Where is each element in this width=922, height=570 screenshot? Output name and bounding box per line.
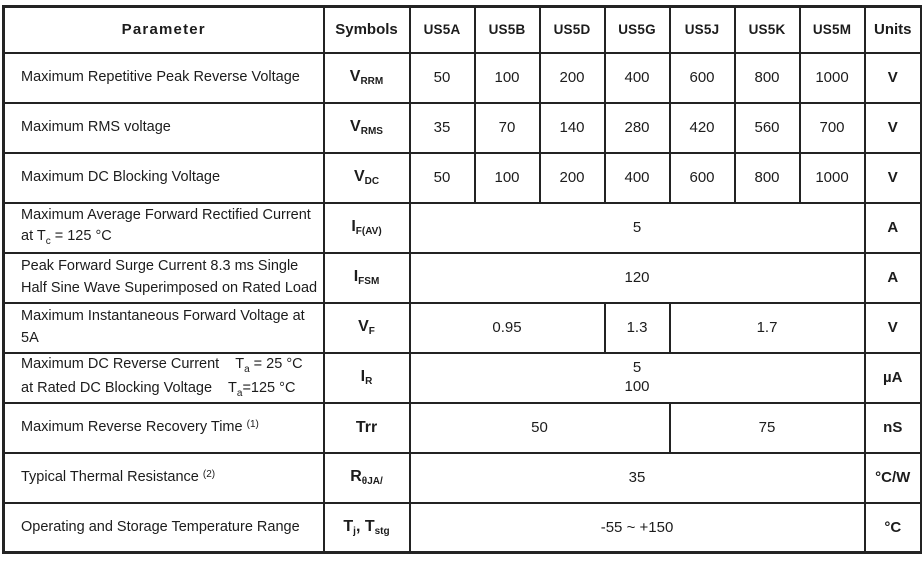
value-cell: 1.3 xyxy=(605,303,670,353)
value-cell: 560 xyxy=(735,103,800,153)
symbol-cell: $V_{DC}$ xyxy=(324,153,410,203)
header-row xyxy=(4,7,922,53)
value-cell: 1000 xyxy=(800,53,865,103)
unit-cell: °C xyxy=(865,503,922,553)
param-cell: Maximum RMS voltage xyxy=(4,103,324,153)
param-cell: Maximum Repetitive Peak Reverse Voltage xyxy=(4,53,324,103)
param-cell: Operating and Storage Temperature Range xyxy=(4,503,324,553)
header-parameter: Parameter xyxy=(4,7,324,53)
unit-cell: A xyxy=(865,203,922,253)
value-cell: -55 ~ +150 xyxy=(410,503,865,553)
value-cell: 700 xyxy=(800,103,865,153)
header-us5j: US5J xyxy=(670,7,735,53)
row-vdc xyxy=(4,153,922,203)
value-cell: 100 xyxy=(475,53,540,103)
value-cell: 1000 xyxy=(800,153,865,203)
param-cell: Typical Thermal Resistance $^{(2)}$ xyxy=(4,453,324,503)
row-trr xyxy=(4,403,922,453)
ratings-table xyxy=(2,5,922,554)
value-cell: 100 xyxy=(475,153,540,203)
row-ifav xyxy=(4,203,922,253)
row-rthja xyxy=(4,453,922,503)
unit-cell: V xyxy=(865,303,922,353)
unit-cell: V xyxy=(865,53,922,103)
unit-cell: °C/W xyxy=(865,453,922,503)
symbol-cell: $I_{FSM}$ xyxy=(324,253,410,303)
param-cell: Maximum DC Reverse Current $T_a = 25$ °C at Rated DC Blocking Voltage $T_a=125$ °C xyxy=(4,353,324,403)
header-us5d: US5D xyxy=(540,7,605,53)
unit-cell: V xyxy=(865,103,922,153)
row-vrrm xyxy=(4,53,922,103)
value-cell: 400 xyxy=(605,153,670,203)
param-cell: Maximum Instantaneous Forward Voltage at 5A xyxy=(4,303,324,353)
value-cell: 400 xyxy=(605,53,670,103)
value-cell: 800 xyxy=(735,153,800,203)
header-us5m: US5M xyxy=(800,7,865,53)
unit-cell: V xyxy=(865,153,922,203)
value-cell: 5 100 xyxy=(410,353,865,403)
value-cell: 50 xyxy=(410,153,475,203)
value-cell: 420 xyxy=(670,103,735,153)
value-cell: 140 xyxy=(540,103,605,153)
row-ir xyxy=(4,353,922,403)
symbol-cell: $T_j$, $T_{stg}$ xyxy=(324,503,410,553)
param-cell: Maximum Reverse Recovery Time $^{(1)}$ xyxy=(4,403,324,453)
symbol-cell: $I_R$ xyxy=(324,353,410,403)
value-cell: 120 xyxy=(410,253,865,303)
value-cell: 600 xyxy=(670,53,735,103)
row-tstg xyxy=(4,503,922,553)
row-vrms xyxy=(4,103,922,153)
value-cell: 50 xyxy=(410,53,475,103)
value-cell: 50 xyxy=(410,403,670,453)
row-vf xyxy=(4,303,922,353)
unit-cell: A xyxy=(865,253,922,303)
header-us5g: US5G xyxy=(605,7,670,53)
header-us5a: US5A xyxy=(410,7,475,53)
symbol-cell: $V_{RRM}$ xyxy=(324,53,410,103)
symbol-cell: $V_{RMS}$ xyxy=(324,103,410,153)
value-cell: 70 xyxy=(475,103,540,153)
param-cell: Peak Forward Surge Current 8.3 ms Single Half Sine Wave Superimposed on Rated Load xyxy=(4,253,324,303)
row-ifsm xyxy=(4,253,922,303)
value-cell: 35 xyxy=(410,453,865,503)
value-cell: 75 xyxy=(670,403,865,453)
value-cell: 200 xyxy=(540,53,605,103)
symbol-cell: Trr xyxy=(324,403,410,453)
symbol-cell: $V_F$ xyxy=(324,303,410,353)
unit-cell: nS xyxy=(865,403,922,453)
symbol-cell: $R_{\theta JA/}$ xyxy=(324,453,410,503)
value-cell: 35 xyxy=(410,103,475,153)
value-cell: 1.7 xyxy=(670,303,865,353)
param-cell: Maximum Average Forward Rectified Current at $T_c = 125$ °C xyxy=(4,203,324,253)
value-cell: 600 xyxy=(670,153,735,203)
symbol-cell: $I_{F(AV)}$ xyxy=(324,203,410,253)
param-cell: Maximum DC Blocking Voltage xyxy=(4,153,324,203)
header-us5k: US5K xyxy=(735,7,800,53)
header-us5b: US5B xyxy=(475,7,540,53)
value-cell: 0.95 xyxy=(410,303,605,353)
value-cell: 5 xyxy=(410,203,865,253)
header-units: Units xyxy=(865,7,922,53)
value-cell: 800 xyxy=(735,53,800,103)
value-cell: 200 xyxy=(540,153,605,203)
header-symbols: Symbols xyxy=(324,7,410,53)
value-cell: 280 xyxy=(605,103,670,153)
unit-cell: µA xyxy=(865,353,922,403)
